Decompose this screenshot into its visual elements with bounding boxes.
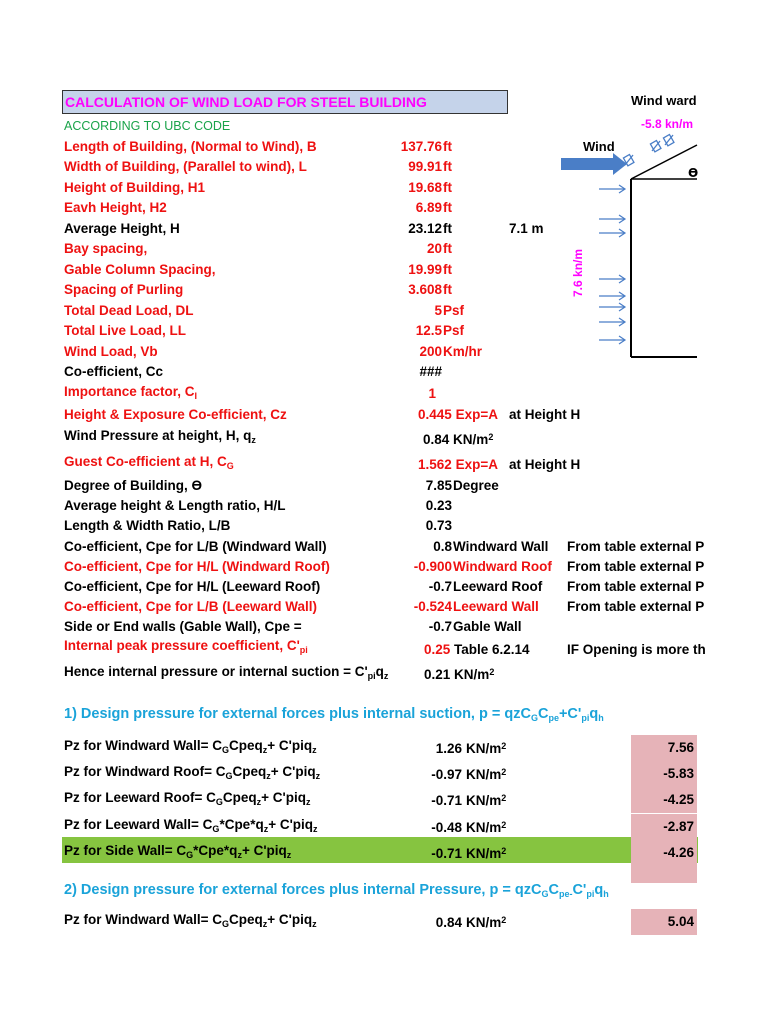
theta-label: ϴ xyxy=(688,166,699,180)
cz-value: 0.445 Exp=A xyxy=(418,407,498,422)
coef-value: 0.23 xyxy=(425,498,452,514)
diagram-load-top: -5.8 kn/m xyxy=(641,117,694,131)
pink-cell-empty xyxy=(631,865,697,883)
row-label: Total Live Load, LL xyxy=(64,323,187,339)
pz-value: -0.71 xyxy=(431,793,462,809)
coef-note: From table external P xyxy=(567,558,705,574)
row-value: 23.12 xyxy=(408,220,442,236)
row-value: 19.68 xyxy=(408,179,442,195)
coef-value: 0.8 xyxy=(433,538,452,554)
cpi-unit: Table 6.2.14 xyxy=(454,642,530,657)
pz-unit: $KN/m^2$ xyxy=(466,767,507,783)
row-label: Height of Building, H1 xyxy=(64,179,205,195)
row-label: Width of Building, (Parallel to wind), L xyxy=(64,159,307,175)
row-value: 3.608 xyxy=(408,282,442,298)
row-unit: Psf xyxy=(443,302,465,318)
row-unit: ft xyxy=(443,179,452,195)
row-unit: Psf xyxy=(443,323,465,339)
row-label: Bay spacing, xyxy=(64,241,148,257)
row-unit: ft xyxy=(443,241,452,257)
pz-value: 0.84 xyxy=(435,915,462,930)
coef-note: From table external P xyxy=(567,579,705,594)
row-unit: Km/hr xyxy=(443,343,483,359)
cg-label: Guest Co-efficient at H, $C_G$ xyxy=(64,454,234,471)
row-label: Spacing of Purling xyxy=(64,282,184,298)
pz-value: -0.48 xyxy=(431,819,462,835)
row-value: 5 xyxy=(434,302,442,318)
row-value: 12.5 xyxy=(415,323,442,339)
row-label: Total Dead Load, DL xyxy=(64,302,194,318)
row-value: 137.76 xyxy=(400,139,442,154)
coef-value: -0.524 xyxy=(413,599,452,615)
wind-arrow-icon xyxy=(561,153,627,175)
row-unit: ft xyxy=(443,261,452,277)
pz-label: Pz for Leeward Roof= $C_GCpeq_z+ C'piq_z$ xyxy=(64,790,311,808)
pz-unit: $KN/m^2$ xyxy=(466,819,507,835)
cg-value: 1.562 Exp=A xyxy=(418,457,498,472)
row-unit: ft xyxy=(443,282,452,298)
qz-label: Wind Pressure at height, H, $q_z$ xyxy=(64,428,256,445)
section2-heading: 2) Design pressure for external forces plus internal Pressure, $p = qzC_GC_{pe-}C'_{pi}q_h$ xyxy=(64,882,609,899)
row-unit: ft xyxy=(443,159,452,175)
coef-unit: Windward Wall xyxy=(453,538,549,554)
building-diagram xyxy=(555,85,768,365)
row-value: 200 xyxy=(419,343,442,359)
cz-note: at Height H xyxy=(509,407,581,422)
pz-result: 5.04 xyxy=(631,909,697,935)
coef-unit: Degree xyxy=(453,478,499,493)
pz-unit: $KN/m^2$ xyxy=(466,915,507,930)
hence-label: Hence internal pressure or internal suction = $C'_{pi}q_z$ xyxy=(64,664,389,681)
pz-unit: $KN/m^2$ xyxy=(466,793,507,809)
coef-label: Side or End walls (Gable Wall), Cpe = xyxy=(64,619,302,635)
coef-label: Co-efficient, Cpe for L/B (Windward Wall) xyxy=(64,538,327,554)
coef-label: Co-efficient, Cpe for H/L (Windward Roof) xyxy=(64,558,330,574)
importance-label: Importance factor, $C_I$ xyxy=(64,384,198,401)
pz-label: Pz for Windward Roof= $C_GCpeq_z+ C'piq_z$ xyxy=(64,764,321,782)
wall-pressure-arrows-icon xyxy=(599,185,625,344)
cpi-label: Internal peak pressure coefficient, $C'_{pi}$ xyxy=(64,638,308,655)
pz-result: 7.56 xyxy=(631,735,697,761)
pz-label: Pz for Leeward Wall= $C_G*Cpe*q_z+ C'piq_z$ xyxy=(64,816,318,834)
row-label: Average Height, H xyxy=(64,220,180,236)
subtitle: ACCORDING TO UBC CODE xyxy=(64,119,231,133)
coef-note: From table external P xyxy=(567,538,705,554)
pz-result: -4.26 xyxy=(631,840,697,866)
coef-value: -0.900 xyxy=(413,558,452,574)
cz-label: Height & Exposure Co-efficient, Cz xyxy=(64,407,287,422)
row-value: 19.99 xyxy=(408,261,442,277)
pz-value: -0.71 xyxy=(431,845,462,861)
row-label: Wind Load, Vb xyxy=(64,343,158,359)
importance-value: 1 xyxy=(428,386,436,401)
coef-unit: Leeward Wall xyxy=(453,599,539,615)
coef-note: From table external P xyxy=(567,599,705,615)
coef-label: Co-efficient, Cpe for L/B (Leeward Wall) xyxy=(64,599,318,615)
coef-label: Degree of Building, ϴ xyxy=(64,478,203,493)
coef-unit: Gable Wall xyxy=(453,619,522,635)
coef-value: -0.7 xyxy=(428,619,452,635)
row-value: ### xyxy=(419,363,442,379)
title-box xyxy=(62,90,508,114)
pz-result: -2.87 xyxy=(631,814,697,840)
pz-unit: $KN/m^2$ xyxy=(466,845,507,861)
coef-value: -0.7 xyxy=(428,579,452,594)
row-value: 99.91 xyxy=(408,159,442,175)
page-title: CALCULATION OF WIND LOAD FOR STEEL BUILDING xyxy=(65,94,427,110)
diagram-windward-label: Wind ward xyxy=(631,93,697,108)
diagram-load-side: 7.6 kn/m xyxy=(571,248,585,297)
pz-label: Pz for Side Wall= $C_G*Cpe*q_z+ C'piq_z$ xyxy=(64,842,292,860)
row-value: 6.89 xyxy=(415,200,442,216)
coef-label: Average height & Length ratio, H/L xyxy=(64,498,286,514)
qz-value: 0.84 $KN/m^2$ xyxy=(423,432,494,447)
pz-result: -5.83 xyxy=(631,761,697,787)
cg-note: at Height H xyxy=(509,457,581,472)
coef-unit: Windward Roof xyxy=(453,558,552,574)
pz-value: 1.26 xyxy=(435,741,462,756)
section1-heading: 1) Design pressure for external forces plus internal suction, $p = qzC_GC_{pe}+C'_{pi}q_h$ xyxy=(64,706,604,723)
pz-value: -0.97 xyxy=(431,767,462,783)
cpi-note: IF Opening is more th xyxy=(567,642,706,657)
pz-result: -4.25 xyxy=(631,787,697,813)
coef-label: Length & Width Ratio, L/B xyxy=(64,518,231,534)
row-unit: ft xyxy=(443,139,452,154)
row-label: Co-efficient, Cc xyxy=(64,363,164,379)
cpi-value: 0.25 xyxy=(424,642,451,657)
row-label: Length of Building, (Normal to Wind), B xyxy=(64,139,317,154)
row-value: 20 xyxy=(426,241,442,257)
coef-unit: Leeward Roof xyxy=(453,579,543,594)
coef-label: Co-efficient, Cpe for H/L (Leeward Roof) xyxy=(64,579,321,594)
hence-value: 0.21 $KN/m^2$ xyxy=(424,667,495,682)
row-unit: ft xyxy=(443,220,452,236)
coef-value: 7.85 xyxy=(425,478,452,493)
row-label: Eavh Height, H2 xyxy=(64,200,167,216)
pz-label: Pz for Windward Wall= $C_GCpeq_z+ C'piq_z$ xyxy=(64,912,317,929)
diagram-wind-label: Wind xyxy=(583,139,615,154)
row-extra: 7.1 m xyxy=(509,220,544,236)
pz-label: Pz for Windward Wall= $C_GCpeq_z+ C'piq_z$ xyxy=(64,738,317,755)
pz-unit: $KN/m^2$ xyxy=(466,741,507,756)
row-unit: ft xyxy=(443,200,452,216)
coef-value: 0.73 xyxy=(425,518,452,534)
row-label: Gable Column Spacing, xyxy=(64,261,216,277)
